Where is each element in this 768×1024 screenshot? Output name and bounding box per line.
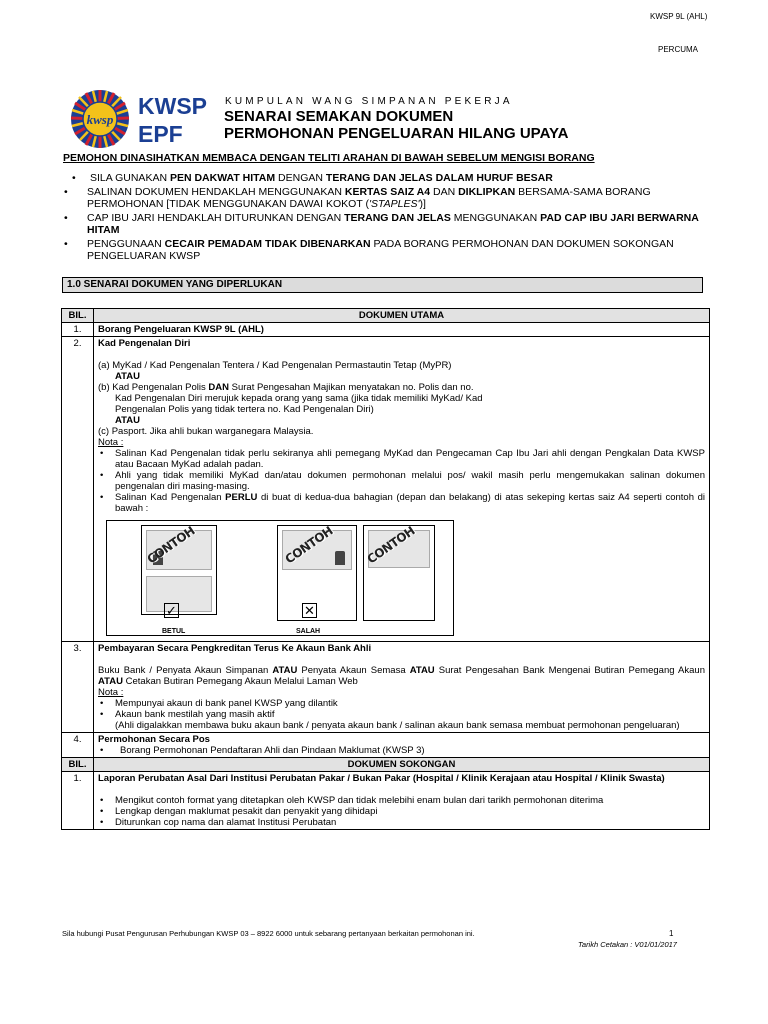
note-label: Nota : — [98, 687, 124, 698]
id-option-b-detail: Pengenalan Polis yang tidak tertera no. Kad Pengenalan Diri) — [115, 404, 374, 415]
row-title: Kad Pengenalan Diri — [98, 338, 191, 349]
form-code: KWSP 9L (AHL) — [650, 12, 708, 21]
instruction-list — [60, 172, 710, 264]
id-card-back-image — [146, 576, 212, 612]
document-title-line2: PERMOHONAN PENGELUARAN HILANG UPAYA — [224, 125, 569, 142]
table-header-row — [62, 758, 710, 772]
advice-notice: PEMOHON DINASIHATKAN MEMBACA DENGAN TELITI ARAHAN DI BAWAH SEBELUM MENGISI BORANG — [63, 152, 595, 164]
print-date: Tarikh Cetakan : V01/01/2017 — [578, 940, 677, 949]
footer-contact: Sila hubungi Pusat Pengurusan Perhubungan KWSP 03 – 8922 6000 untuk sebarang pertanyaan berkaitan permohonan ini. — [62, 929, 475, 938]
svg-text:EPF: EPF — [138, 121, 183, 147]
row-number: 2. — [62, 337, 94, 642]
note-item: • Salinan Kad Pengenalan tidak perlu sekiranya ahli pemegang MyKad dan Pengecaman Cap Ibu Jari ahli dengan Pengkalan Data KWSP atau Bacaan MyKad adalah padan. — [98, 448, 705, 470]
table-row — [62, 733, 710, 758]
document-title-line1: SENARAI SEMAKAN DOKUMEN — [224, 108, 454, 125]
column-header-bil: BIL. — [62, 309, 94, 323]
note-item: • Diturunkan cop nama dan alamat Institusi Perubatan — [98, 817, 705, 828]
table-row — [62, 772, 710, 830]
instruction-item: • PENGGUNAAN CECAIR PEMADAM TIDAK DIBENARKAN PADA BORANG PERMOHONAN DAN DOKUMEN SOKONGAN PENGELUARAN KWSP — [60, 238, 710, 263]
row-content — [94, 733, 710, 758]
id-option-b-detail: Kad Pengenalan Diri merujuk kepada orang yang sama (jika tidak memiliki MyKad/ Kad — [115, 393, 483, 404]
column-header-supporting-documents: DOKUMEN SOKONGAN — [94, 758, 710, 772]
table-row — [62, 642, 710, 733]
id-copy-sample-box — [106, 520, 454, 636]
note-item: • Mempunyai akaun di bank panel KWSP yang dilantik — [98, 698, 705, 709]
instruction-item: • SALINAN DOKUMEN HENDAKLAH MENGGUNAKAN KERTAS SAIZ A4 DAN DIKLIPKAN BERSAMA-SAMA BORANG PERMOHONAN [TIDAK MENGGUNAKAN DAWAI KOKOT ('STAPLES')] — [60, 186, 710, 211]
row-content — [94, 772, 710, 830]
page-number: 1 — [669, 929, 674, 938]
wrong-sample-sheet-1 — [277, 525, 357, 621]
row-number: 4. — [62, 733, 94, 758]
column-header-bil: BIL. — [62, 758, 94, 772]
id-option-b: (b) Kad Pengenalan Polis DAN Surat Pengesahan Majikan menyatakan no. Polis dan no. — [98, 382, 474, 393]
id-option-a: (a) MyKad / Kad Pengenalan Tentera / Kad Pengenalan Permastautin Tetap (MyPR) — [98, 360, 452, 371]
note-item: • Salinan Kad Pengenalan PERLU di buat di kedua-dua bahagian (depan dan belakang) di atas sekeping kertas saiz A4 seperti contoh di bawah : — [98, 492, 705, 514]
note-item: • Akaun bank mestilah yang masih aktif — [98, 709, 705, 720]
sample-stamp: CONTOH — [364, 523, 418, 567]
row-content — [94, 337, 710, 642]
correct-label: BETUL — [162, 628, 186, 635]
wrong-sample-sheet-2 — [363, 525, 435, 621]
note-item: • Borang Permohonan Pendaftaran Ahli dan Pindaan Maklumat (KWSP 3) — [98, 745, 705, 756]
instruction-item: • CAP IBU JARI HENDAKLAH DITURUNKAN DENGAN TERANG DAN JELAS MENGGUNAKAN PAD CAP IBU JARI BERWARNA HITAM — [60, 212, 710, 237]
row-number: 1. — [62, 323, 94, 337]
id-option-c: (c) Pasport. Jika ahli bukan warganegara Malaysia. — [98, 426, 314, 437]
table-header-row — [62, 309, 710, 323]
or-label: ATAU — [115, 371, 140, 382]
logo-sunburst-icon — [71, 90, 129, 148]
row-number: 3. — [62, 642, 94, 733]
column-header-main-documents: DOKUMEN UTAMA — [94, 309, 710, 323]
document-checklist-table — [61, 308, 710, 830]
note-item: • Ahli yang tidak memiliki MyKad dan/atau dokumen permohonan melalui pos/ wakil masih perlu mengemukakan salinan dokumen pengenalan diri masing-masing. — [98, 470, 705, 492]
row-title: Laporan Perubatan Asal Dari Institusi Perubatan Pakar / Bukan Pakar (Hospital / Klinik Kerajaan atau Hospital / Klinik Swasta) — [98, 773, 665, 784]
sample-stamp: CONTOH — [282, 523, 336, 567]
correct-check-icon: ✓ — [164, 603, 179, 618]
note-item: • Lengkap dengan maklumat pesakit dan penyakit yang dihidapi — [98, 806, 705, 817]
or-label: ATAU — [115, 415, 140, 426]
section-1-heading: 1.0 SENARAI DOKUMEN YANG DIPERLUKAN — [62, 277, 703, 293]
bank-document-options: Buku Bank / Penyata Akaun Simpanan ATAU Penyata Akaun Semasa ATAU Surat Pengesahan Bank Mengenai Butiran Pemegang Akaun ATAU Cetakan Butiran Pemegang Akaun Melalui Laman Web — [98, 665, 705, 687]
organization-name: KUMPULAN WANG SIMPANAN PEKERJA — [225, 96, 513, 107]
table-row — [62, 323, 710, 337]
row-title: Borang Pengeluaran KWSP 9L (AHL) — [94, 323, 710, 337]
note-label: Nota : — [98, 437, 124, 448]
note-item: (Ahli digalakkan membawa buku akaun bank / penyata akaun bank / salinan akaun bank semasa membuat permohonan pengeluaran) — [115, 720, 680, 731]
wrong-cross-icon: ✕ — [302, 603, 317, 618]
correct-sample-sheet — [141, 525, 217, 615]
kwsp-epf-logo — [66, 86, 222, 150]
sample-stamp: CONTOH — [144, 523, 198, 567]
wrong-label: SALAH — [296, 628, 321, 635]
instruction-item: • SILA GUNAKAN PEN DAKWAT HITAM DENGAN TERANG DAN JELAS DALAM HURUF BESAR — [60, 172, 710, 185]
svg-text:kwsp: kwsp — [86, 112, 114, 127]
row-title: Pembayaran Secara Pengkreditan Terus Ke Akaun Bank Ahli — [98, 643, 372, 654]
note-item: • Mengikut contoh format yang ditetapkan oleh KWSP dan tidak melebihi enam bulan dari tarikh permohonan diterima — [98, 795, 705, 806]
price-label: PERCUMA — [658, 45, 699, 54]
row-content — [94, 642, 710, 733]
row-title: Permohonan Secara Pos — [98, 734, 210, 745]
table-row — [62, 337, 710, 642]
row-number: 1. — [62, 772, 94, 830]
svg-text:KWSP: KWSP — [138, 93, 207, 119]
